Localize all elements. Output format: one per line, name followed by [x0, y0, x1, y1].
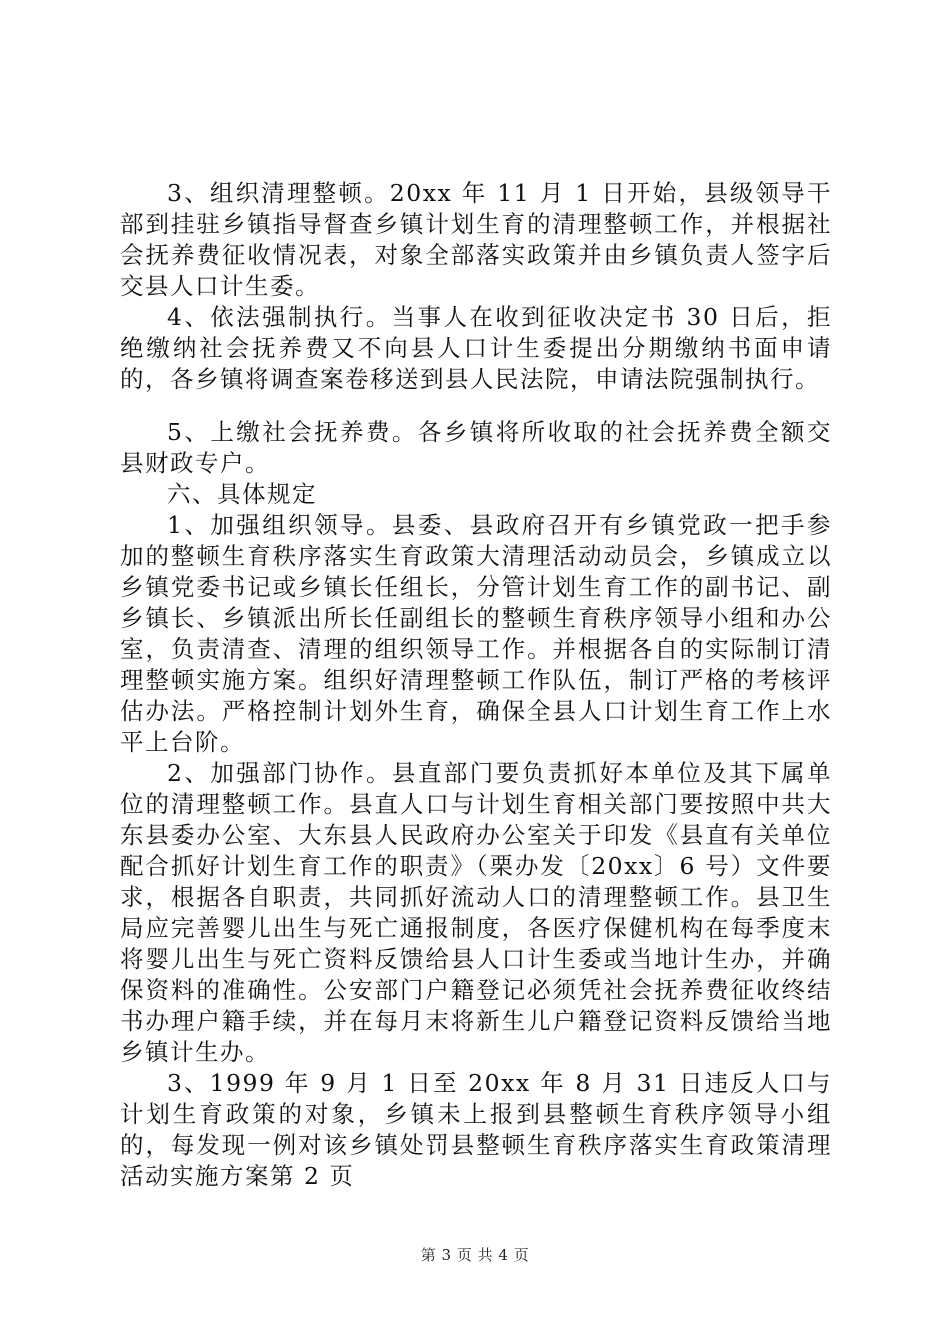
paragraph-strengthen-leadership: 1、加强组织领导。县委、县政府召开有乡镇党政一把手参加的整顿生育秩序落实生育政策大清理活动动员会，乡镇成立以乡镇党委书记或乡镇长任组长，分管计划生育工作的副书记、副乡镇长、乡镇派出所长任副组长的整顿生育秩序领导小组和办公室，负责清查、清理的组织领导工作。并根据各自的实际制订清理整顿实施方案。组织好清理整顿工作队伍，制订严格的考核评估办法。严格控制计划外生育，确保全县人口计划生育工作上水平上台阶。 [120, 511, 832, 756]
paragraph-enforcement: 4、依法强制执行。当事人在收到征收决定书 30 日后，拒绝缴纳社会抚养费又不向县人口计生委提出分期缴纳书面申请的，各乡镇将调查案卷移送到县人民法院，申请法院强制执行。 [120, 303, 832, 393]
paragraph-department-cooperation: 2、加强部门协作。县直部门要负责抓好本单位及其下属单位的清理整顿工作。县直人口与计划生育相关部门要按照中共大东县委办公室、大东县人民政府办公室关于印发《县直有关单位配合抓好计划生育工作的职责》（栗办发〔20xx〕6 号）文件要求，根据各自职责，共同抓好流动人口的清理整顿工作。县卫生局应完善婴儿出生与死亡通报制度，各医疗保健机构在每季度末将婴儿出生与死亡资料反馈给县人口计生委或当地计生办，并确保资料的准确性。公安部门户籍登记必须凭社会抚养费征收终结书办理户籍手续，并在每月末将新生儿户籍登记资料反馈给当地乡镇计生办。 [120, 759, 832, 1066]
paragraph-penalty-rule: 3、1999 年 9 月 1 日至 20xx 年 8 月 31 日违反人口与计划生育政策的对象，乡镇未上报到县整顿生育秩序领导小组的，每发现一例对该乡镇处罚县整顿生育秩序落实生育政策清理活动实施方案第 2 页 [120, 1069, 832, 1190]
paragraph-organize-rectification: 3、组织清理整顿。20xx 年 11 月 1 日开始，县级领导干部到挂驻乡镇指导督查乡镇计划生育的清理整顿工作，并根据社会抚养费征收情况表，对象全部落实政策并由乡镇负责人签字后交县人口计生委。 [120, 179, 832, 300]
page-footer: 第 3 页 共 4 页 [420, 1246, 530, 1264]
document-body [120, 178, 832, 1192]
paragraph-remit-fees: 5、上缴社会抚养费。各乡镇将所收取的社会抚养费全额交县财政专户。 [120, 418, 832, 477]
section-heading-specific-rules: 六、具体规定 [167, 480, 317, 508]
